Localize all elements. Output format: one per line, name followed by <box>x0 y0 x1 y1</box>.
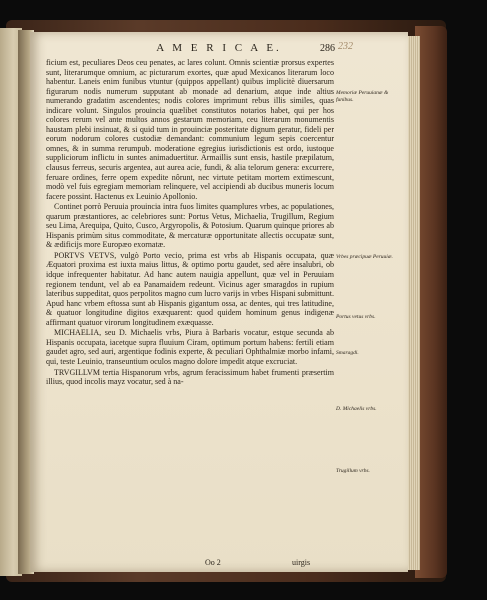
paragraph-trugillum: TRVGILLVM tertia Hispanorum vrbs, agrum feracissimum habet frumenti præsertim illius, quod incolis mayz vocatur, sed à na- <box>46 367 334 387</box>
paragraph-portus-vetus: PORTVS VETVS, vulgò Porto vecio, prima est vrbs ab Hispanis occupata, quæ Æquatori proxima est iuxta maius littus, & optimo portu gaudet, sed aëre insalubri, ob idque infrequenter habitatur. Ad hanc autem nauigia appellunt, quæ vel in Peruuiam regionem tendunt, vel ab ea Panamaidem redeunt. Vicinus ager smaragdos in rupium lateribus suppeditat, quos perpolitos magno cum lucro varijs in vrbes Hispani submittunt. Apud hanc vrbem eftossa sunt ab Hispanis gigantum ossa, ac dentes, qui tres latitudine, & quatuor longitudine digitos exæquarent: quod quidem hominum genus indigenæ affirmant quatuor virorum longitudinem exæquasse. <box>46 250 334 327</box>
running-head: A M E R I C A E. <box>156 42 282 54</box>
margin-note: Memoriæ Peruuianæ & funibus. <box>336 90 389 103</box>
catchword: uirgis <box>292 558 311 567</box>
paragraph-quippos: ficium est, peculiares Deos ceu penates, ac lares colunt. Omnis scientiæ prorsus expertes sunt, literarumque omnium, ac picturarum exortes, quæ apud Mexicanos literarum loco habentur. Laneis enim funibus vtuntur (quippos appellant) quibus implicitè diuersarum figurarum nodis numerum supputant ab monade ad denarium, atque inde altius numerando gradatim ascendentes; nodis colores imprimunt rebus illis similes, quas indicare volunt. Singulos prouincia quælibet constitutos notarios habet, qui per hos colores rerum vel ante multos annos gestarum memoriam, ceu literarum monumentis haustam plebi insinuat, & si quid tum in prouinciæ posteritate dignum geratur, fideli per eorum nodorum colores custodiæ demandant: communium legum sepis coercentur omnes, & in summa rerumpub. moderatione egregius iurisdictionis est ordo, iustoque suppliciorum inflictu in suntes animaduertitur. Armaillis sunt ensis, hastile præpilatum, clausus ferreus, securis argentea, aut aurea acie, fundi, & alia telorum genera: excurrere, feruare ordines, ferre opem expedite nôrunt, nec virtute petitam mortem extimescunt, modò vel fuis egregiam memoriam relinquere, vel accipiendi ab ducibus muneris locum facere possint. Hactenus ex Leuinio Apollonio. <box>46 58 334 201</box>
signature-mark: Oo 2 <box>205 558 221 567</box>
margin-note: Trugillum vrbs. <box>336 468 370 474</box>
folio-number: 286 <box>320 43 335 54</box>
margin-note: Smaragdi. <box>336 350 359 356</box>
margin-note: Vrbes præcipuæ Peruuiæ. <box>336 254 393 260</box>
margin-note: D. Michaelis vrbs. <box>336 406 377 412</box>
recto-page <box>30 32 408 572</box>
paragraph-cities: Continet porrò Peruuia prouincia intra fuos limites quamplures vrbes, ac populationes, quarum præstantiores, ac celebriores sunt: Portus Vetus, Michaelia, Trugillum, Regium seu Lima, Arequipa, Quito, Cusco, Argyropolis, & Potosium. Quarum quinque priores ab Hispanis primùm situs commoditate, & mercaturæ opportunitate allectis occupatæ sunt, & ædificijs more Europæo exornatæ. <box>46 202 334 250</box>
paragraph-michaelia: MICHAELIA, seu D. Michaelis vrbs, Piura à Barbaris vocatur, estque secunda ab Hispanis occupata, iacetque supra fluuium Ciram, optimum portum habens: fertili etiam gaudet agro, sed auri, argentique fodinis experte, & peculiari Ophthalmiæ morbo infami, qui, teste Leuinio, transeuntium oculos magno dolore impedit atque excruciat. <box>46 328 334 366</box>
main-text-block <box>46 58 334 388</box>
manuscript-folio: 232 <box>338 41 353 52</box>
margin-note: Portus vetus vrbs. <box>336 314 376 320</box>
